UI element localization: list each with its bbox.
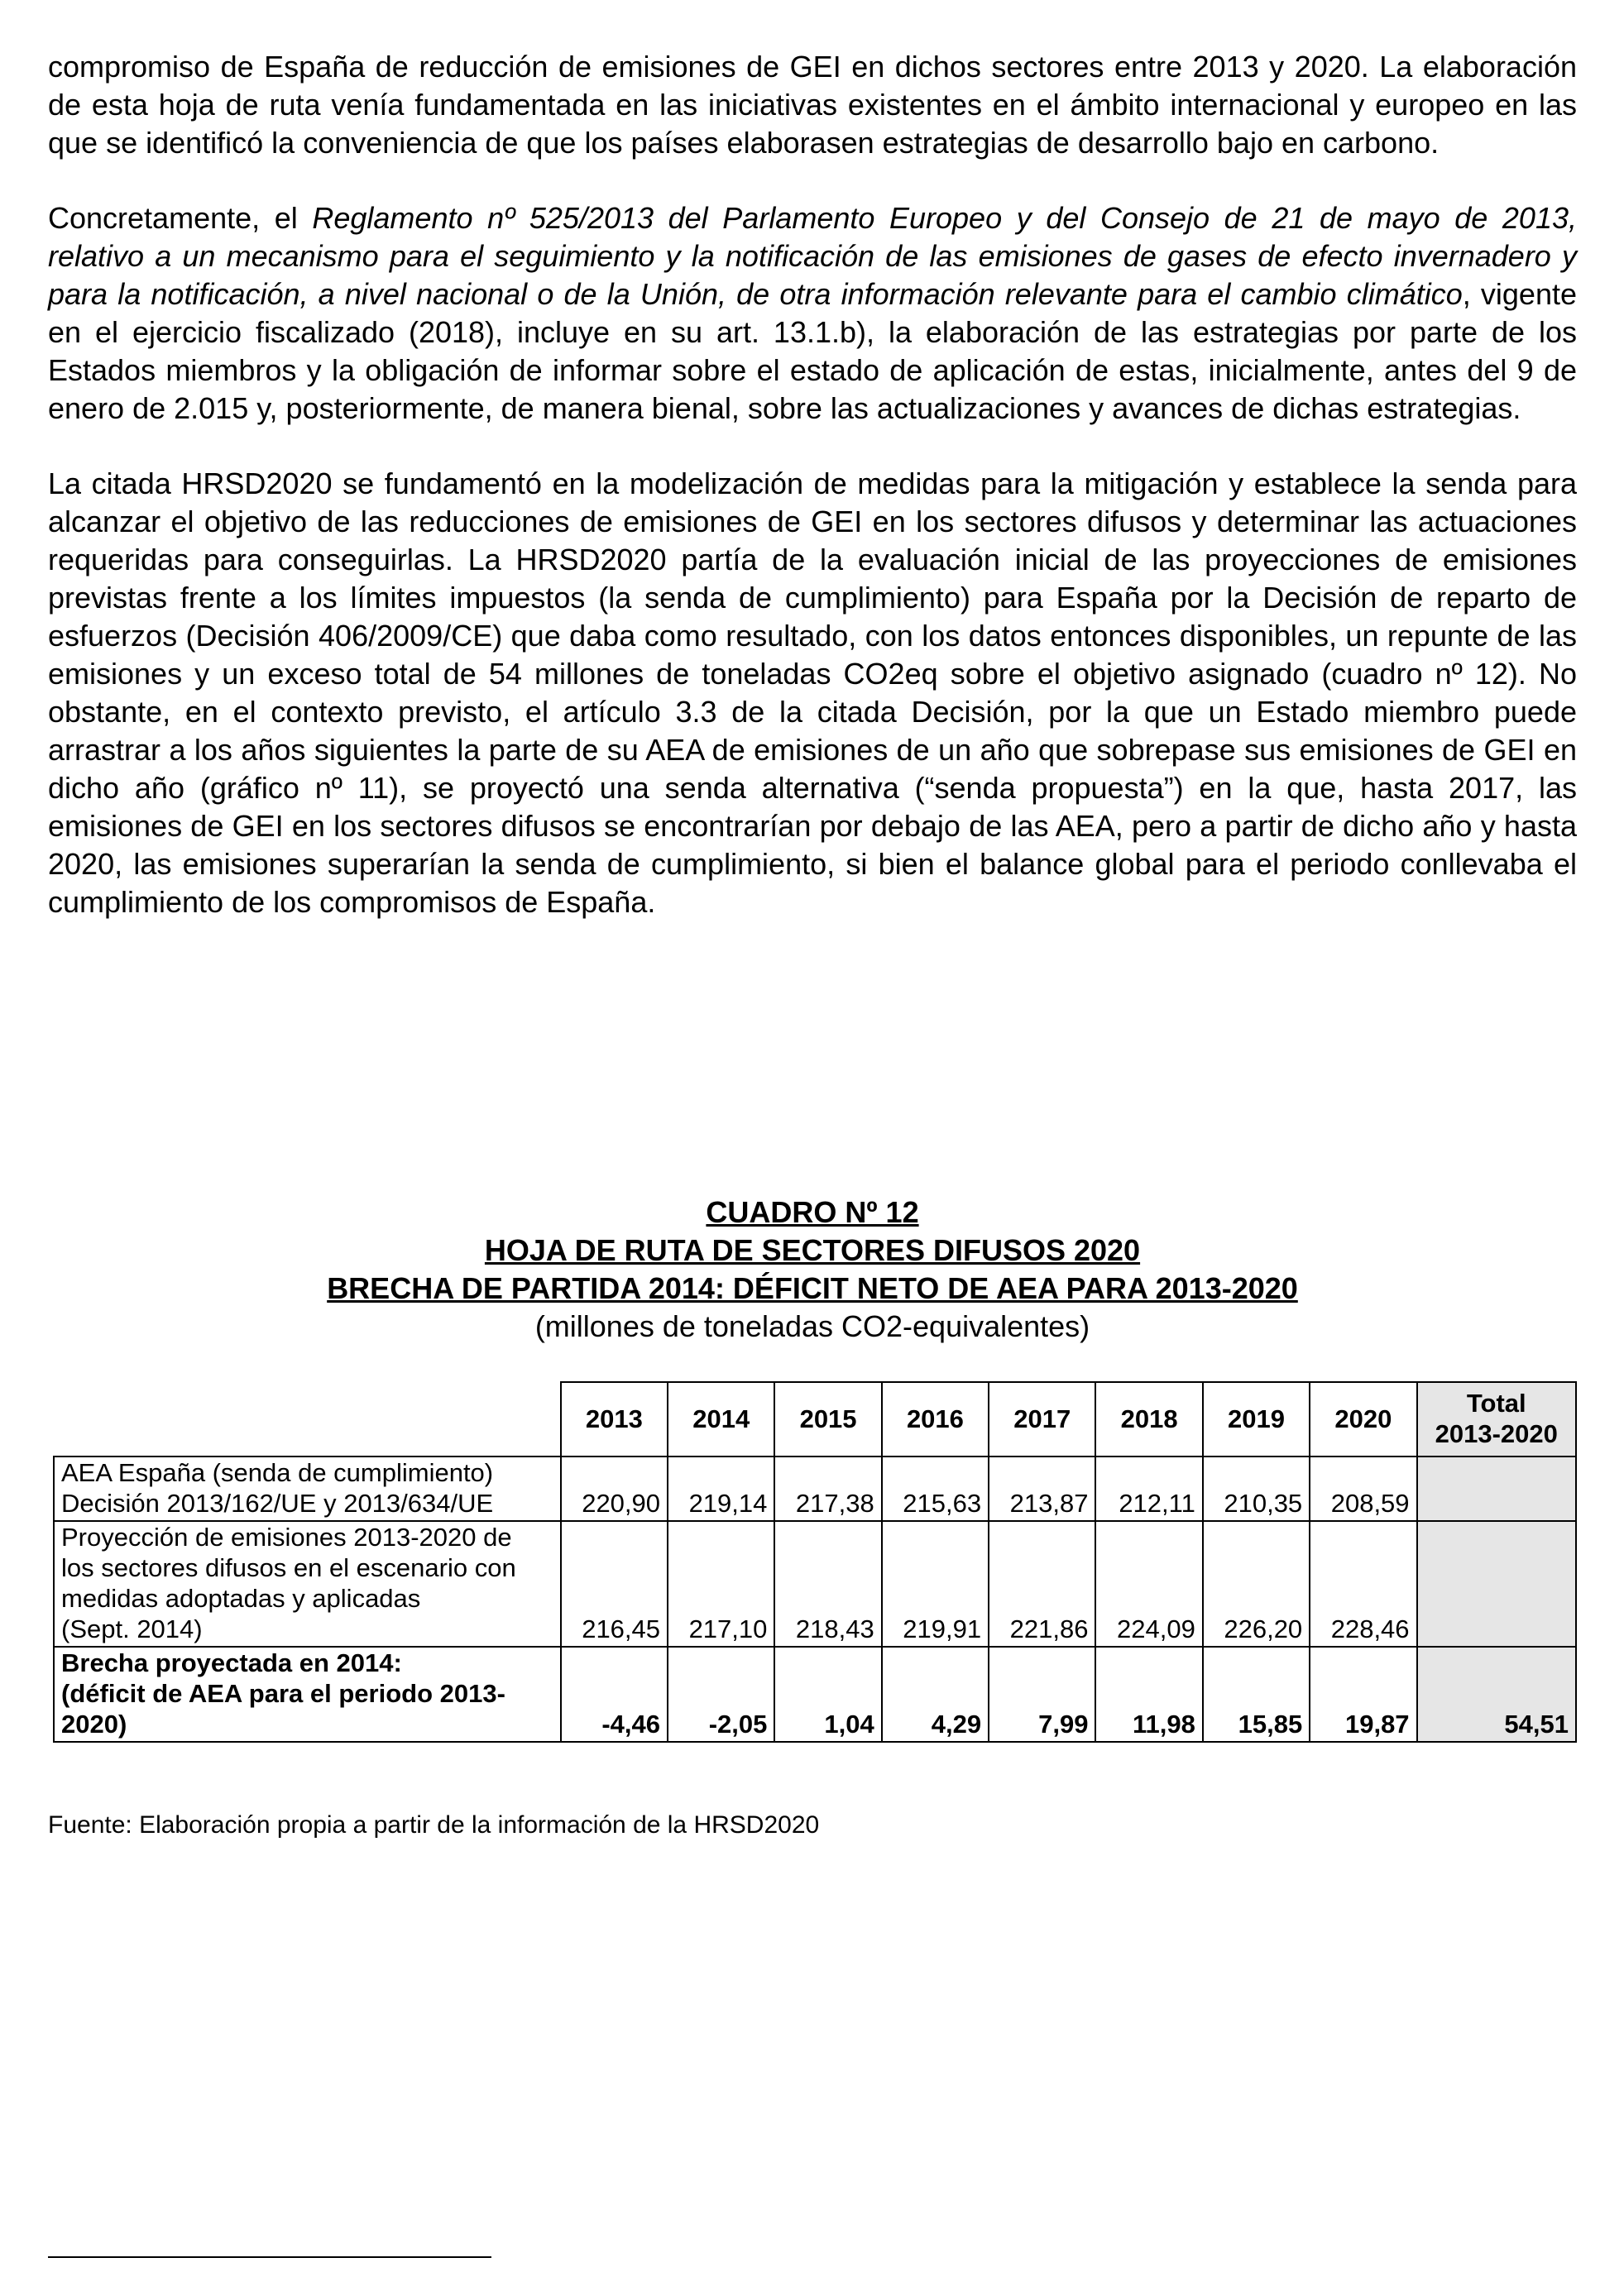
table-cell: 219,14 <box>668 1457 774 1521</box>
year-header: 2016 <box>882 1382 989 1457</box>
table-corner-cell <box>54 1382 561 1457</box>
paragraph-2-rest: , vigente en el ejercicio fiscalizado (2018), incluye en su art. 13.1.b), la elaboración de las estrategias por parte de los Estados miembros y la obligación de informar sobre el estado de aplicación de estas, inicialmente, antes del 9 de enero de 2.015 y, posteriormente, de manera bienal, sobre las actualizaciones y avances de dichas estrategias. <box>48 277 1577 425</box>
emissions-table <box>53 1381 1577 1743</box>
footnote-divider <box>48 2256 491 2258</box>
table-cell: 4,29 <box>882 1647 989 1742</box>
table-row-gap <box>54 1647 1576 1742</box>
table-cell: 218,43 <box>774 1521 881 1647</box>
row-label-line: (Sept. 2014) <box>61 1614 203 1643</box>
table-caption <box>48 1193 1577 1346</box>
table-cell: 224,09 <box>1095 1521 1202 1647</box>
year-header: 2015 <box>774 1382 881 1457</box>
row-label-line: AEA España (senda de cumplimiento) <box>61 1458 494 1487</box>
table-cell: 217,38 <box>774 1457 881 1521</box>
table-cell: -2,05 <box>668 1647 774 1742</box>
table-cell: 215,63 <box>882 1457 989 1521</box>
total-cell <box>1417 1457 1576 1521</box>
row-label <box>54 1457 561 1521</box>
table-cell: 220,90 <box>561 1457 668 1521</box>
table-unit: (millones de toneladas CO2-equivalentes) <box>534 1309 1090 1343</box>
table-cell: 210,35 <box>1203 1457 1310 1521</box>
row-label-line: Proyección de emisiones 2013-2020 de <box>61 1523 512 1552</box>
table-title-number: CUADRO Nº 12 <box>706 1195 919 1229</box>
year-header: 2017 <box>989 1382 1095 1457</box>
table-cell: 1,04 <box>774 1647 881 1742</box>
table-cell: 216,45 <box>561 1521 668 1647</box>
paragraph-2-lead: Concretamente, el <box>48 201 313 235</box>
year-header: 2018 <box>1095 1382 1202 1457</box>
table-header-row <box>54 1382 1576 1457</box>
table-cell: 208,59 <box>1310 1457 1416 1521</box>
row-label-line: (déficit de AEA para el periodo 2013- <box>61 1679 505 1708</box>
table-cell: 226,20 <box>1203 1521 1310 1647</box>
table-cell: -4,46 <box>561 1647 668 1742</box>
table-cell: 11,98 <box>1095 1647 1202 1742</box>
row-label-line: Brecha proyectada en 2014: <box>61 1648 402 1677</box>
year-header: 2013 <box>561 1382 668 1457</box>
table-title-sub: BRECHA DE PARTIDA 2014: DÉFICIT NETO DE AEA PARA 2013-2020 <box>327 1271 1298 1305</box>
table-row-projection <box>54 1521 1576 1647</box>
table-cell: 219,91 <box>882 1521 989 1647</box>
paragraph-1: compromiso de España de reducción de emisiones de GEI en dichos sectores entre 2013 y 2020. La elaboración de esta hoja de ruta venía fundamentada en las iniciativas existentes en el ámbito internacional y europeo en las que se identificó la conveniencia de que los países elaborasen estrategias de desarrollo bajo en carbono. <box>48 50 1577 160</box>
total-cell: 54,51 <box>1417 1647 1576 1742</box>
table-cell: 228,46 <box>1310 1521 1416 1647</box>
row-label <box>54 1647 561 1742</box>
document-page <box>48 48 1578 1839</box>
table-cell: 15,85 <box>1203 1647 1310 1742</box>
paragraph-3: La citada HRSD2020 se fundamentó en la modelización de medidas para la mitigación y establece la senda para alcanzar el objetivo de las reducciones de emisiones de GEI en los sectores difusos y determinar las actuaciones requeridas para conseguirlas. La HRSD2020 partía de la evaluación inicial de las proyecciones de emisiones previstas frente a los límites impuestos (la senda de cumplimiento) para España por la Decisión de reparto de esfuerzos (Decisión 406/2009/CE) que daba como resultado, con los datos entonces disponibles, un repunte de las emisiones y un exceso total de 54 millones de toneladas CO2eq sobre el objetivo asignado (cuadro nº 12). No obstante, en el contexto previsto, el artículo 3.3 de la citada Decisión, por la que un Estado miembro puede arrastrar a los años siguientes la parte de su AEA de emisiones de un año que sobrepase sus emisiones de GEI en dicho año (gráfico nº 11), se proyectó una senda alternativa (“senda propuesta”) en la que, hasta 2017, las emisiones de GEI en los sectores difusos se encontrarían por debajo de las AEA, pero a partir de dicho año y hasta 2020, las emisiones superarían la senda de cumplimiento, si bien el balance global para el periodo conllevaba el cumplimiento de los compromisos de España. <box>48 466 1577 919</box>
table-cell: 213,87 <box>989 1457 1095 1521</box>
total-header-line-1: Total <box>1466 1389 1526 1418</box>
table-cell: 212,11 <box>1095 1457 1202 1521</box>
row-label-line: 2020) <box>61 1710 127 1739</box>
row-label <box>54 1521 561 1647</box>
total-header <box>1417 1382 1576 1457</box>
table-cell: 19,87 <box>1310 1647 1416 1742</box>
table-cell: 217,10 <box>668 1521 774 1647</box>
table-cell: 7,99 <box>989 1647 1095 1742</box>
year-header: 2019 <box>1203 1382 1310 1457</box>
total-header-line-2: 2013-2020 <box>1435 1419 1558 1448</box>
table-title-main: HOJA DE RUTA DE SECTORES DIFUSOS 2020 <box>484 1233 1141 1267</box>
total-cell <box>1417 1521 1576 1647</box>
year-header: 2014 <box>668 1382 774 1457</box>
year-header: 2020 <box>1310 1382 1416 1457</box>
row-label-line: medidas adoptadas y aplicadas <box>61 1584 421 1613</box>
row-label-line: los sectores difusos en el escenario con <box>61 1553 516 1582</box>
table-cell: 221,86 <box>989 1521 1095 1647</box>
regulation-title: Reglamento nº 525/2013 del Parlamento Europeo y del Consejo de 21 de mayo de 2013, relativo a un mecanismo para el seguimiento y la notificación de las emisiones de gases de efecto invernadero y para la notificación, a nivel nacional o de la Unión, de otra información relevante para el cambio climático <box>48 201 1578 311</box>
table-row-aea <box>54 1457 1576 1521</box>
row-label-line: Decisión 2013/162/UE y 2013/634/UE <box>61 1489 494 1518</box>
table-source-note: Fuente: Elaboración propia a partir de la información de la HRSD2020 <box>48 1811 820 1839</box>
paragraph-2 <box>48 199 1577 428</box>
